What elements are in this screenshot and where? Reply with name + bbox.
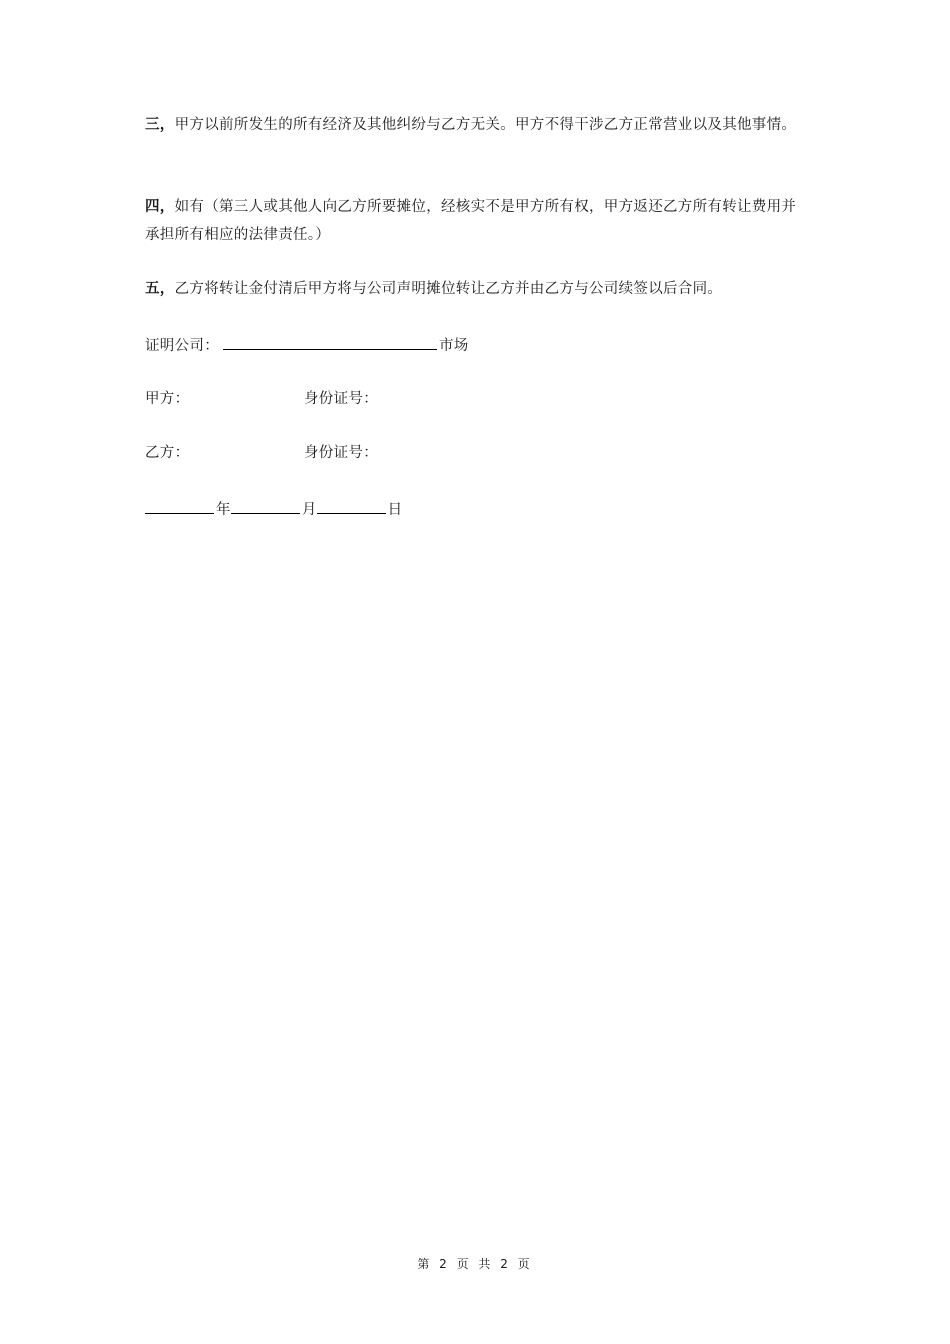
party-a-label: 甲方：: [145, 391, 190, 407]
page-footer: 第 2 页 共 2 页: [417, 1257, 533, 1271]
witness-company-line: [145, 334, 469, 356]
year-label: 年: [216, 502, 231, 518]
party-b-label: 乙方：: [145, 445, 190, 461]
clause-number: 四，: [145, 199, 175, 215]
party-a-id-label: 身份证号：: [304, 391, 378, 407]
day-label: 日: [387, 502, 403, 518]
clause-number: 三，: [145, 117, 175, 133]
clause-text: 如有（第三人或其他人向乙方所要摊位，经核实不是甲方所有权，甲方返还乙方所有转让费用并承担所有相应的法律责任。）: [145, 199, 797, 243]
witness-label: 证明公司：: [145, 338, 219, 354]
year-blank: [145, 498, 214, 514]
clause-text: 甲方以前所发生的所有经济及其他纠纷与乙方无关。甲方不得干涉乙方正常营业以及其他事情。: [174, 117, 797, 133]
clause-text: 乙方将转让金付清后甲方将与公司声明摊位转让乙方并由乙方与公司续签以后合同。: [174, 281, 723, 297]
clause-five: [145, 275, 810, 303]
month-blank: [231, 498, 300, 514]
clause-three: [145, 111, 810, 139]
day-blank: [317, 498, 386, 514]
clause-four: [145, 193, 810, 249]
witness-suffix: 市场: [439, 338, 469, 354]
month-label: 月: [301, 502, 317, 518]
company-blank: [223, 334, 437, 350]
party-b-id-label: 身份证号：: [304, 445, 378, 461]
clause-number: 五，: [145, 281, 175, 297]
date-line: [145, 498, 402, 520]
